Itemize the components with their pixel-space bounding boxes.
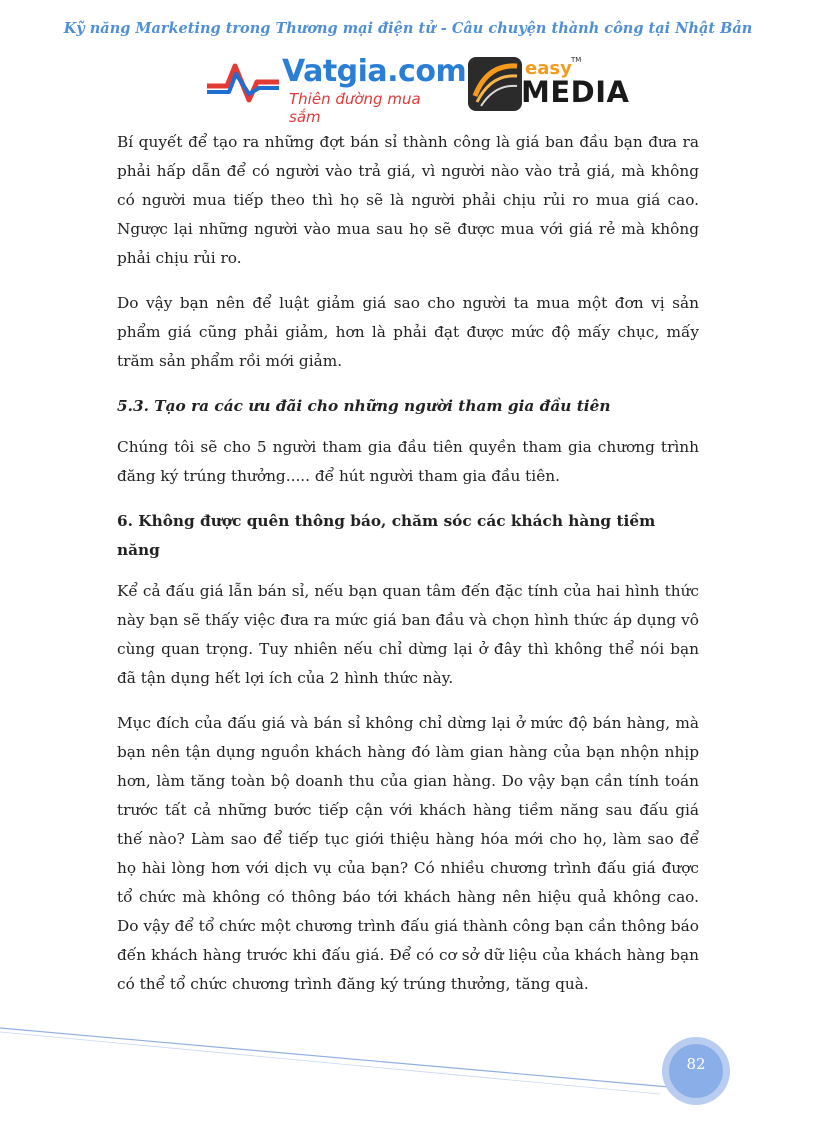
paragraph: Bí quyết để tạo ra những đợt bán sỉ thành công là giá ban đầu bạn đưa ra phải hấp dẫn để có người vào trả giá, vì người nào vào trả giá, mà không có người mua tiếp theo thì họ sẽ là người phải chịu rủi ro mua giá cao. Ngược lại những người vào mua sau họ sẽ được mua với giá rẻ mà không phải chịu rủi ro. bbox=[117, 133, 699, 267]
paragraph: Mục đích của đấu giá và bán sỉ không chỉ dừng lại ở mức độ bán hàng, mà bạn nên tận dụng nguồn khách hàng đó làm gian hàng của bạn nhộn nhịp hơn, làm tăng toàn bộ doanh thu của gian hàng. Do vậy bạn cần tính toán trước tất cả những bước tiếp cận với khách hàng tiềm năng sau đấu giá thế nào? Làm sao để tiếp tục giới thiệu hàng hóa mới cho họ, làm sao để họ hài lòng hơn với dịch vụ của bạn? Có nhiều chương trình đấu giá được tổ chức mà không có thông báo tới khách hàng nên hiệu quả không cao. Do vậy để tổ chức một chương trình đấu giá thành công bạn cần thông báo đến khách hàng trước khi đấu giá. Để có cơ sở dữ liệu của khách hàng bạn có thể tổ chức chương trình đăng ký trúng thưởng, tăng quà. bbox=[117, 714, 699, 993]
paragraph: Chúng tôi sẽ cho 5 người tham gia đầu tiên quyền tham gia chương trình đăng ký trúng thưởng..... để hút người tham gia đầu tiên. bbox=[117, 438, 699, 485]
easymedia-swoosh-icon bbox=[467, 56, 523, 112]
easymedia-logo bbox=[467, 56, 630, 114]
vatgia-wave-icon bbox=[205, 60, 281, 106]
paragraph: Do vậy bạn nên để luật giảm giá sao cho người ta mua một đơn vị sản phẩm giá cũng phải giảm, hơn là phải đạt được mức độ mấy chục, mấy trăm sản phẩm rồi mới giảm. bbox=[117, 294, 699, 370]
paragraph: Kể cả đấu giá lẫn bán sỉ, nếu bạn quan tâm đến đặc tính của hai hình thức này bạn sẽ thấy việc đưa ra mức giá ban đầu và chọn hình thức áp dụng vô cùng quan trọng. Tuy nhiên nếu chỉ dừng lại ở đây thì không thể nói bạn đã tận dụng hết lợi ích của 2 hình thức này. bbox=[117, 582, 699, 687]
vatgia-logo bbox=[205, 54, 467, 126]
easymedia-top-word: easy bbox=[525, 58, 572, 79]
easymedia-trademark: TM bbox=[571, 56, 582, 64]
document-body bbox=[117, 128, 699, 1015]
page-number: 82 bbox=[686, 1055, 706, 1073]
easymedia-bottom-word: MEDIA bbox=[521, 75, 630, 109]
running-header: Kỹ năng Marketing trong Thương mại điện tử - Câu chuyện thành công tại Nhật Bản bbox=[63, 20, 753, 37]
header-logos bbox=[205, 54, 630, 126]
vatgia-name: Vatgia.com bbox=[282, 54, 467, 89]
subsection-heading: 5.3. Tạo ra các ưu đãi cho những người tham gia đầu tiên bbox=[117, 397, 611, 415]
vatgia-tagline: Thiên đường mua sắm bbox=[289, 90, 421, 126]
section-heading: 6. Không được quên thông báo, chăm sóc các khách hàng tiềm năng bbox=[117, 512, 656, 559]
